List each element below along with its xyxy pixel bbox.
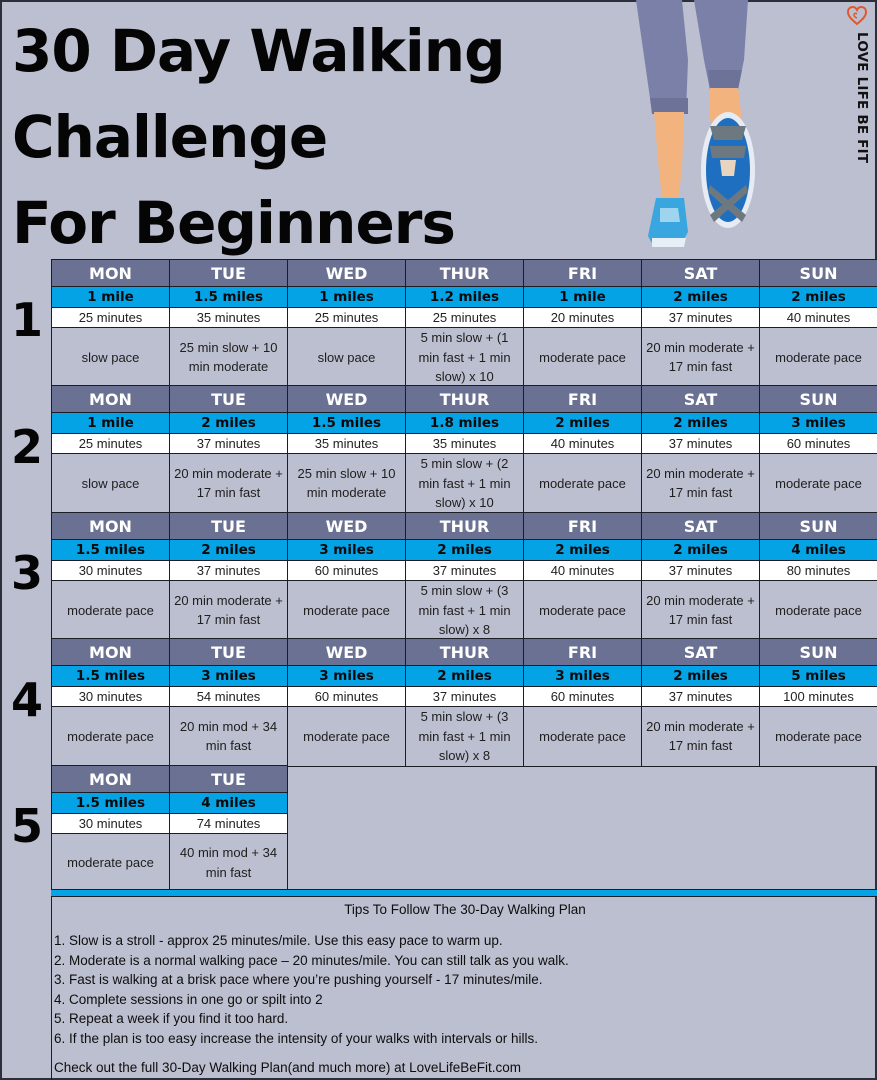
distance-cell: 1.5 miles: [52, 540, 170, 561]
day-header-cell: WED: [288, 386, 406, 413]
day-header-cell: TUE: [170, 513, 288, 540]
pace-description-cell: moderate pace: [52, 581, 170, 641]
divider-stripe: [51, 889, 877, 897]
distance-cell: 1.5 miles: [170, 287, 288, 308]
day-header-cell: TUE: [170, 639, 288, 666]
duration-cell: 25 minutes: [52, 308, 170, 328]
distance-row: [52, 540, 877, 561]
pace-description-cell: 20 min moderate + 17 min fast: [642, 707, 760, 767]
pace-description-cell: slow pace: [52, 328, 170, 388]
tip-item: 6. If the plan is too easy increase the intensity of your walks with intervals or hills.: [54, 1030, 538, 1046]
pace-description-row: [52, 328, 877, 388]
day-header-row: [52, 639, 877, 666]
duration-cell: 37 minutes: [406, 561, 524, 581]
week-1-table: [51, 259, 877, 388]
distance-row: [52, 287, 877, 308]
duration-cell: 40 minutes: [760, 308, 877, 328]
tips-section: [51, 897, 877, 1080]
pace-description-cell: 25 min slow + 10 min moderate: [288, 454, 406, 514]
duration-row: [52, 308, 877, 328]
pace-description-row: [52, 454, 877, 514]
day-header-cell: THUR: [406, 513, 524, 540]
day-header-row: [52, 766, 288, 793]
distance-cell: 5 miles: [760, 666, 877, 687]
distance-cell: 2 miles: [642, 540, 760, 561]
distance-cell: 3 miles: [760, 413, 877, 434]
pace-description-cell: slow pace: [52, 454, 170, 514]
distance-cell: 1 mile: [52, 413, 170, 434]
distance-cell: 1.2 miles: [406, 287, 524, 308]
pace-description-cell: 20 min moderate + 17 min fast: [642, 454, 760, 514]
day-header-cell: FRI: [524, 639, 642, 666]
distance-cell: 1 miles: [288, 287, 406, 308]
week-number: 2: [10, 420, 43, 474]
duration-cell: 30 minutes: [52, 814, 170, 834]
distance-cell: 4 miles: [760, 540, 877, 561]
distance-cell: 2 miles: [170, 413, 288, 434]
duration-cell: 60 minutes: [288, 561, 406, 581]
tip-item: 1. Slow is a stroll - approx 25 minutes/mile. Use this easy pace to warm up.: [54, 933, 503, 948]
pace-description-cell: 5 min slow + (3 min fast + 1 min slow) x 8: [406, 707, 524, 767]
day-header-cell: TUE: [170, 766, 288, 793]
duration-cell: 37 minutes: [642, 308, 760, 328]
distance-cell: 1 mile: [524, 287, 642, 308]
page-title: [12, 8, 505, 266]
tip-item: 2. Moderate is a normal walking pace – 20 minutes/mile. You can still talk as you walk.: [54, 952, 569, 968]
tips-list: [54, 931, 569, 1049]
pace-description-cell: moderate pace: [760, 328, 877, 388]
duration-row: [52, 434, 877, 454]
distance-cell: 2 miles: [642, 666, 760, 687]
duration-cell: 40 minutes: [524, 434, 642, 454]
distance-cell: 1.5 miles: [288, 413, 406, 434]
day-header-cell: SAT: [642, 386, 760, 413]
duration-cell: 100 minutes: [760, 687, 877, 707]
duration-cell: 37 minutes: [406, 687, 524, 707]
pace-description-cell: moderate pace: [524, 581, 642, 641]
duration-cell: 25 minutes: [288, 308, 406, 328]
duration-cell: 35 minutes: [288, 434, 406, 454]
pace-description-cell: moderate pace: [524, 328, 642, 388]
day-header-cell: FRI: [524, 260, 642, 287]
title-line-1: 30 Day Walking: [12, 17, 505, 85]
week-number: 1: [10, 293, 43, 347]
duration-cell: 60 minutes: [760, 434, 877, 454]
day-header-cell: SAT: [642, 639, 760, 666]
day-header-cell: SUN: [760, 260, 877, 287]
duration-cell: 37 minutes: [170, 434, 288, 454]
pace-description-cell: moderate pace: [524, 454, 642, 514]
distance-cell: 2 miles: [406, 540, 524, 561]
pace-description-cell: 20 min moderate + 17 min fast: [642, 581, 760, 641]
distance-cell: 2 miles: [524, 540, 642, 561]
duration-cell: 37 minutes: [642, 687, 760, 707]
distance-cell: 2 miles: [524, 413, 642, 434]
day-header-cell: WED: [288, 260, 406, 287]
distance-row: [52, 666, 877, 687]
tip-item: 3. Fast is walking at a brisk pace where you’re pushing yourself - 17 minutes/mile.: [54, 972, 543, 988]
pace-description-cell: slow pace: [288, 328, 406, 388]
week-2-table: [51, 385, 877, 514]
pace-description-cell: moderate pace: [52, 834, 170, 892]
distance-cell: 1.5 miles: [52, 793, 170, 814]
duration-cell: 60 minutes: [524, 687, 642, 707]
day-header-cell: THUR: [406, 386, 524, 413]
pace-description-cell: 5 min slow + (2 min fast + 1 min slow) x 10: [406, 454, 524, 514]
week-5-table: [51, 765, 288, 892]
distance-cell: 3 miles: [524, 666, 642, 687]
day-header-cell: TUE: [170, 260, 288, 287]
duration-cell: 80 minutes: [760, 561, 877, 581]
day-header-cell: MON: [52, 386, 170, 413]
duration-row: [52, 814, 288, 834]
brand-name: LOVE LIFE BE FIT: [854, 32, 870, 164]
distance-cell: 3 miles: [288, 666, 406, 687]
distance-cell: 2 miles: [170, 540, 288, 561]
week-number: 5: [10, 799, 43, 853]
week-3-table: [51, 512, 877, 641]
day-header-cell: WED: [288, 513, 406, 540]
duration-cell: 30 minutes: [52, 561, 170, 581]
duration-cell: 60 minutes: [288, 687, 406, 707]
distance-cell: 2 miles: [642, 413, 760, 434]
duration-cell: 54 minutes: [170, 687, 288, 707]
pace-description-cell: moderate pace: [288, 707, 406, 767]
duration-cell: 20 minutes: [524, 308, 642, 328]
distance-row: [52, 413, 877, 434]
distance-cell: 2 miles: [642, 287, 760, 308]
pace-description-cell: 25 min slow + 10 min moderate: [170, 328, 288, 388]
pace-description-cell: 20 min moderate + 17 min fast: [642, 328, 760, 388]
day-header-cell: THUR: [406, 260, 524, 287]
day-header-row: [52, 513, 877, 540]
duration-cell: 30 minutes: [52, 687, 170, 707]
duration-cell: 40 minutes: [524, 561, 642, 581]
duration-cell: 74 minutes: [170, 814, 288, 834]
week-number: 4: [10, 673, 43, 727]
pace-description-cell: 20 min moderate + 17 min fast: [170, 454, 288, 514]
pace-description-row: [52, 707, 877, 767]
pace-description-cell: moderate pace: [760, 454, 877, 514]
week-4-table: [51, 638, 877, 767]
duration-cell: 37 minutes: [642, 561, 760, 581]
duration-cell: 25 minutes: [52, 434, 170, 454]
title-line-2: Challenge: [12, 103, 328, 171]
duration-cell: 25 minutes: [406, 308, 524, 328]
distance-cell: 2 miles: [406, 666, 524, 687]
day-header-cell: MON: [52, 639, 170, 666]
day-header-cell: SUN: [760, 639, 877, 666]
pace-description-cell: moderate pace: [52, 707, 170, 767]
day-header-row: [52, 260, 877, 287]
day-header-cell: THUR: [406, 639, 524, 666]
duration-cell: 35 minutes: [406, 434, 524, 454]
pace-description-cell: moderate pace: [760, 581, 877, 641]
day-header-row: [52, 386, 877, 413]
pace-description-cell: 5 min slow + (3 min fast + 1 min slow) x 8: [406, 581, 524, 641]
day-header-cell: SAT: [642, 513, 760, 540]
distance-row: [52, 793, 288, 814]
pace-description-cell: moderate pace: [524, 707, 642, 767]
day-header-cell: FRI: [524, 386, 642, 413]
pace-description-cell: 20 min mod + 34 min fast: [170, 707, 288, 767]
duration-row: [52, 687, 877, 707]
pace-description-cell: 5 min slow + (1 min fast + 1 min slow) x 10: [406, 328, 524, 388]
pace-description-row: [52, 581, 877, 641]
distance-cell: 1 mile: [52, 287, 170, 308]
day-header-cell: MON: [52, 766, 170, 793]
day-header-cell: SUN: [760, 386, 877, 413]
tips-title: Tips To Follow The 30-Day Walking Plan: [344, 902, 586, 917]
pace-description-cell: moderate pace: [288, 581, 406, 641]
duration-row: [52, 561, 877, 581]
heart-icon: [847, 6, 867, 26]
brand-logo: [843, 6, 873, 166]
distance-cell: 4 miles: [170, 793, 288, 814]
walking-legs-illustration: [630, 0, 780, 252]
title-line-3: For Beginners: [12, 189, 455, 257]
day-header-cell: SAT: [642, 260, 760, 287]
day-header-cell: WED: [288, 639, 406, 666]
pace-description-cell: moderate pace: [760, 707, 877, 767]
pace-description-cell: 20 min moderate + 17 min fast: [170, 581, 288, 641]
tip-item: 4. Complete sessions in one go or spilt into 2: [54, 991, 323, 1007]
distance-cell: 3 miles: [170, 666, 288, 687]
day-header-cell: TUE: [170, 386, 288, 413]
duration-cell: 37 minutes: [642, 434, 760, 454]
week-number: 3: [10, 546, 43, 600]
duration-cell: 37 minutes: [170, 561, 288, 581]
duration-cell: 35 minutes: [170, 308, 288, 328]
day-header-cell: FRI: [524, 513, 642, 540]
tips-footer-link-text: Check out the full 30-Day Walking Plan(and much more) at LoveLifeBeFit.com: [54, 1060, 521, 1075]
day-header-cell: MON: [52, 513, 170, 540]
tip-item: 5. Repeat a week if you find it too hard.: [54, 1011, 289, 1027]
day-header-cell: MON: [52, 260, 170, 287]
day-header-cell: SUN: [760, 513, 877, 540]
pace-description-cell: 40 min mod + 34 min fast: [170, 834, 288, 892]
distance-cell: 2 miles: [760, 287, 877, 308]
distance-cell: 1.5 miles: [52, 666, 170, 687]
distance-cell: 1.8 miles: [406, 413, 524, 434]
pace-description-row: [52, 834, 288, 892]
distance-cell: 3 miles: [288, 540, 406, 561]
